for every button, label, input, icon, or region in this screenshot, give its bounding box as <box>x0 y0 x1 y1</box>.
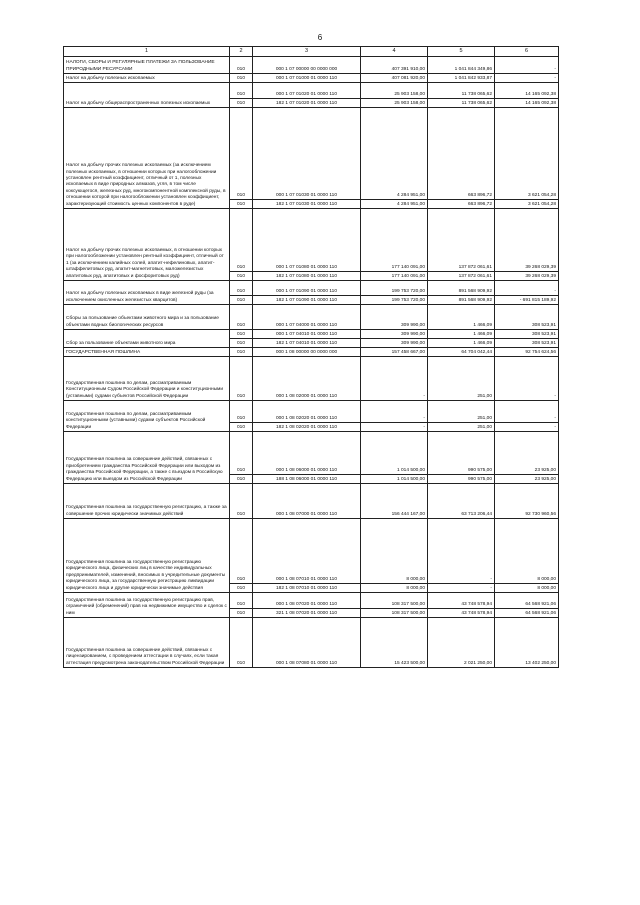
row-remaining-value: 308 523,91 <box>495 305 559 330</box>
table-row <box>64 108 559 200</box>
row-code: 010 <box>230 475 253 484</box>
row-executed-value: 1 466,09 <box>428 339 495 348</box>
row-remaining-value: 308 523,91 <box>495 330 559 339</box>
row-executed-value: 43 748 578,94 <box>428 593 495 609</box>
row-name <box>64 593 230 618</box>
row-code: 010 <box>230 618 253 668</box>
table-row <box>64 330 559 339</box>
row-budget-code: 182 1 07 01090 01 0000 110 <box>253 296 361 305</box>
row-name <box>64 519 230 593</box>
header-cell: 5 <box>428 47 495 57</box>
row-remaining-value: - <box>495 57 559 74</box>
row-executed-value: 663 896,72 <box>428 200 495 209</box>
row-name <box>64 83 230 108</box>
row-name <box>64 209 230 281</box>
row-code: 010 <box>230 432 253 475</box>
table-row <box>64 305 559 330</box>
row-approved-value: 407 081 920,00 <box>361 74 428 83</box>
row-approved-value: - <box>361 401 428 423</box>
row-name-text: ГОСУДАРСТВЕННАЯ ПОШЛИНА <box>66 349 141 355</box>
row-approved-value: 4 284 951,00 <box>361 108 428 200</box>
revenue-table-body <box>64 47 559 668</box>
row-approved-value: 25 903 158,00 <box>361 99 428 108</box>
row-remaining-value: - <box>495 401 559 423</box>
row-remaining-value: 64 568 921,06 <box>495 609 559 618</box>
table-row <box>64 618 559 668</box>
row-executed-value: 251,00 <box>428 401 495 423</box>
row-approved-value: 407 391 910,00 <box>361 57 428 74</box>
row-code: 010 <box>230 281 253 296</box>
row-code: 010 <box>230 584 253 593</box>
row-budget-code: 000 1 07 01090 01 0000 110 <box>253 281 361 296</box>
row-budget-code: 000 1 08 07000 01 0000 110 <box>253 484 361 519</box>
row-remaining-value: 23 925,00 <box>495 432 559 475</box>
revenue-table <box>63 46 559 668</box>
row-budget-code: 000 1 08 07010 01 0000 110 <box>253 519 361 584</box>
row-remaining-value: 23 925,00 <box>495 475 559 484</box>
row-budget-code: 000 1 08 06000 01 0000 110 <box>253 432 361 475</box>
row-budget-code: 000 1 08 07020 01 0000 110 <box>253 593 361 609</box>
row-code: 010 <box>230 330 253 339</box>
row-code: 010 <box>230 423 253 432</box>
row-executed-value: 663 896,72 <box>428 108 495 200</box>
row-budget-code: 000 1 07 00000 00 0000 000 <box>253 57 361 74</box>
row-name <box>64 401 230 432</box>
header-cell: 1 <box>64 47 230 57</box>
row-remaining-value: 308 523,91 <box>495 339 559 348</box>
row-name <box>64 330 230 348</box>
row-approved-value: 177 140 091,00 <box>361 272 428 281</box>
row-executed-value: 11 738 065,62 <box>428 99 495 108</box>
row-code: 010 <box>230 296 253 305</box>
row-budget-code: 000 1 08 07080 01 0000 110 <box>253 618 361 668</box>
row-budget-code: 182 1 07 01020 01 0000 110 <box>253 99 361 108</box>
row-executed-value: 1 041 844 349,86 <box>428 57 495 74</box>
row-executed-value: - <box>428 519 495 584</box>
row-executed-value: 137 872 061,61 <box>428 209 495 272</box>
row-name <box>64 281 230 305</box>
row-remaining-value: 92 754 624,56 <box>495 348 559 357</box>
row-executed-value: 43 748 578,94 <box>428 609 495 618</box>
row-name <box>64 484 230 519</box>
row-approved-value: 309 990,00 <box>361 330 428 339</box>
row-name-text: Налог на добычу полезных ископаемых в виде железной руды (за исключением окисленных железистых кварцитов) <box>66 291 214 303</box>
row-name <box>64 432 230 484</box>
row-code: 010 <box>230 609 253 618</box>
row-approved-value: 108 317 500,00 <box>361 593 428 609</box>
row-code: 010 <box>230 484 253 519</box>
row-remaining-value: - 691 815 189,92 <box>495 296 559 305</box>
row-executed-value: 891 568 909,92 <box>428 296 495 305</box>
row-code: 010 <box>230 339 253 348</box>
row-name <box>64 108 230 209</box>
table-row <box>64 593 559 609</box>
row-budget-code: 000 1 08 02020 01 0000 110 <box>253 401 361 423</box>
row-budget-code: 000 1 07 01080 01 0000 110 <box>253 209 361 272</box>
header-cell: 3 <box>253 47 361 57</box>
row-executed-value: 1 466,09 <box>428 330 495 339</box>
row-approved-value: 108 317 500,00 <box>361 609 428 618</box>
row-executed-value: - <box>428 584 495 593</box>
row-budget-code: 182 1 08 02020 01 0000 110 <box>253 423 361 432</box>
row-approved-value: 199 753 720,00 <box>361 281 428 296</box>
table-row <box>64 519 559 584</box>
row-name-text: Налог на добычу общераспространенных полезных ископаемых <box>66 100 211 106</box>
row-remaining-value: - <box>495 357 559 401</box>
row-approved-value: 309 990,00 <box>361 339 428 348</box>
row-code: 010 <box>230 401 253 423</box>
row-name <box>64 57 230 74</box>
row-name-text: Государственная пошлина за государственную регистрацию юридического лица, физических лиц в качестве индивидуальных предпринимателей, изменений, вносимых в учредительные документы юридического лица, за государственную регистрацию ликвидации юридического лица и другие юридически значимые действия <box>66 559 226 591</box>
row-executed-value: 990 575,00 <box>428 475 495 484</box>
header-cell: 6 <box>495 47 559 57</box>
row-name-text: НАЛОГИ, СБОРЫ И РЕГУЛЯРНЫЕ ПЛАТЕЖИ ЗА ПОЛЬЗОВАНИЕ ПРИРОДНЫМИ РЕСУРСАМИ <box>66 60 215 72</box>
row-approved-value: 8 000,00 <box>361 584 428 593</box>
row-code: 010 <box>230 83 253 99</box>
row-executed-value: 2 021 250,00 <box>428 618 495 668</box>
row-code: 010 <box>230 357 253 401</box>
table-row <box>64 432 559 475</box>
row-approved-value: 199 753 720,00 <box>361 296 428 305</box>
row-name <box>64 305 230 330</box>
row-budget-code: 000 1 07 01020 01 0000 110 <box>253 83 361 99</box>
row-name-text: Налог на добычу прочих полезных ископаемых, в отношении которых при налогообложении установлен рентный коэффициент, отличный от 1 (за исключением калийных солей, апатит-нефелиновых, апатит-штаффелитовых руд, апатит-магнетитовых, маложелезистых апатитовых руд, апатитовых и фосфоритовых руд) <box>66 247 224 279</box>
row-approved-value: - <box>361 423 428 432</box>
row-executed-value: 1 041 842 933,87 <box>428 74 495 83</box>
row-remaining-value: 8 000,00 <box>495 519 559 584</box>
row-name-text: Государственная пошлина за совершение действий, связанных с приобретением гражданства Российской Федерации или выходом из гражданства Российской Федерации, а также с въездом в Российскую Федерацию или выездом из Российской Федерации <box>66 457 223 482</box>
row-remaining-value: - <box>495 281 559 296</box>
row-remaining-value: 13 402 250,00 <box>495 618 559 668</box>
row-code: 010 <box>230 209 253 272</box>
table-row <box>64 357 559 401</box>
row-name <box>64 348 230 357</box>
row-approved-value: 157 458 667,00 <box>361 348 428 357</box>
row-code: 010 <box>230 200 253 209</box>
row-budget-code: 000 1 07 01000 01 0000 110 <box>253 74 361 83</box>
row-approved-value: 177 140 091,00 <box>361 209 428 272</box>
row-approved-value: 25 903 158,00 <box>361 83 428 99</box>
row-budget-code: 000 1 07 04010 01 0000 110 <box>253 330 361 339</box>
row-budget-code: 000 1 07 04000 01 0000 110 <box>253 305 361 330</box>
row-executed-value: 64 704 042,44 <box>428 348 495 357</box>
table-row <box>64 348 559 357</box>
row-code: 010 <box>230 593 253 609</box>
row-executed-value: 137 872 061,61 <box>428 272 495 281</box>
row-remaining-value: - <box>495 423 559 432</box>
row-executed-value: 63 713 206,44 <box>428 484 495 519</box>
table-row <box>64 74 559 83</box>
table-row <box>64 484 559 519</box>
row-code: 010 <box>230 305 253 330</box>
row-approved-value: - <box>361 357 428 401</box>
row-code: 010 <box>230 348 253 357</box>
row-approved-value: 1 014 500,00 <box>361 432 428 475</box>
row-name <box>64 618 230 668</box>
table-row <box>64 57 559 74</box>
row-approved-value: 4 284 951,00 <box>361 200 428 209</box>
row-budget-code: 182 1 08 07010 01 0000 110 <box>253 584 361 593</box>
row-executed-value: 1 466,09 <box>428 305 495 330</box>
header-cell: 4 <box>361 47 428 57</box>
row-approved-value: 309 990,00 <box>361 305 428 330</box>
row-budget-code: 000 1 07 01030 01 0000 110 <box>253 108 361 200</box>
row-budget-code: 182 1 07 04010 01 0000 110 <box>253 339 361 348</box>
row-remaining-value: 8 000,00 <box>495 584 559 593</box>
row-code: 010 <box>230 519 253 584</box>
row-remaining-value: 39 268 029,39 <box>495 272 559 281</box>
row-code: 010 <box>230 99 253 108</box>
row-remaining-value: 92 730 960,56 <box>495 484 559 519</box>
row-code: 010 <box>230 57 253 74</box>
table-row <box>64 281 559 296</box>
row-approved-value: 8 000,00 <box>361 519 428 584</box>
row-remaining-value: 3 621 054,28 <box>495 108 559 200</box>
row-name-text: Государственная пошлина по делам, рассматриваемым Конституционным Судом Российской Федерации и конституционными (уставными) судами субъектов Российской Федерации <box>66 380 224 399</box>
table-row <box>64 209 559 272</box>
header-cell: 2 <box>230 47 253 57</box>
row-name-text: Налог на добычу полезных ископаемых <box>66 75 155 81</box>
row-name-text: Налог на добычу прочих полезных ископаемых (за исключением полезных ископаемых, в отношении которых при налогообложении установлен рентный коэффициент, отличный от 1, полезных ископаемых в виде природных алмазов, угля, в том числе коксующегося, железных руд, многокомпонентной комплексной руды, в отношении которой при налогообложении установлен коэффициент, характеризующий стоимость ценных компонентов в руде) <box>66 163 226 207</box>
row-budget-code: 182 1 07 01080 01 0000 110 <box>253 272 361 281</box>
row-code: 010 <box>230 272 253 281</box>
table-row <box>64 83 559 99</box>
row-remaining-value: 14 165 092,38 <box>495 83 559 99</box>
header-row <box>64 47 559 57</box>
row-name-text: Сбор за пользование объектами животного мира <box>66 340 176 346</box>
row-remaining-value: 64 568 921,06 <box>495 593 559 609</box>
row-approved-value: 156 444 167,00 <box>361 484 428 519</box>
row-name-text: Сборы за пользование объектами животного мира и за пользование объектами водных биологических ресурсов <box>66 316 219 328</box>
row-executed-value: 251,00 <box>428 423 495 432</box>
row-name-text: Государственная пошлина по делам, рассматриваемым конституционными (уставными) судами субъектов Российской Федерации <box>66 411 206 430</box>
row-executed-value: 990 575,00 <box>428 432 495 475</box>
row-budget-code: 000 1 08 02000 01 0000 110 <box>253 357 361 401</box>
row-executed-value: 251,00 <box>428 357 495 401</box>
row-name-text: Государственная пошлина за государственную регистрацию, а также за совершение прочих юридически значимых действий <box>66 505 227 517</box>
row-approved-value: 15 423 500,00 <box>361 618 428 668</box>
row-budget-code: 321 1 08 07020 01 0000 110 <box>253 609 361 618</box>
row-name-text: Государственная пошлина за государственную регистрацию прав, ограничений (обременений) прав на недвижимое имущество и сделок с ним <box>66 597 227 616</box>
page-number: 6 <box>317 33 323 42</box>
row-executed-value: 11 738 065,62 <box>428 83 495 99</box>
row-remaining-value: 39 268 029,39 <box>495 209 559 272</box>
row-budget-code: 188 1 08 06000 01 0000 110 <box>253 475 361 484</box>
row-remaining-value: 14 165 092,38 <box>495 99 559 108</box>
row-code: 010 <box>230 108 253 200</box>
row-approved-value: 1 014 500,00 <box>361 475 428 484</box>
row-budget-code: 000 1 08 00000 00 0000 000 <box>253 348 361 357</box>
row-remaining-value: - <box>495 74 559 83</box>
row-executed-value: 891 568 909,92 <box>428 281 495 296</box>
row-name <box>64 74 230 83</box>
row-code: 010 <box>230 74 253 83</box>
row-budget-code: 182 1 07 01030 01 0000 110 <box>253 200 361 209</box>
row-name-text: Государственная пошлина за совершение действий, связанных с лицензированием, с проведением аттестации в случаях, если такая аттестация предусмотрена законодательством Российской Федерации <box>66 647 225 666</box>
table-row <box>64 401 559 423</box>
row-remaining-value: 3 621 054,28 <box>495 200 559 209</box>
row-name <box>64 357 230 401</box>
